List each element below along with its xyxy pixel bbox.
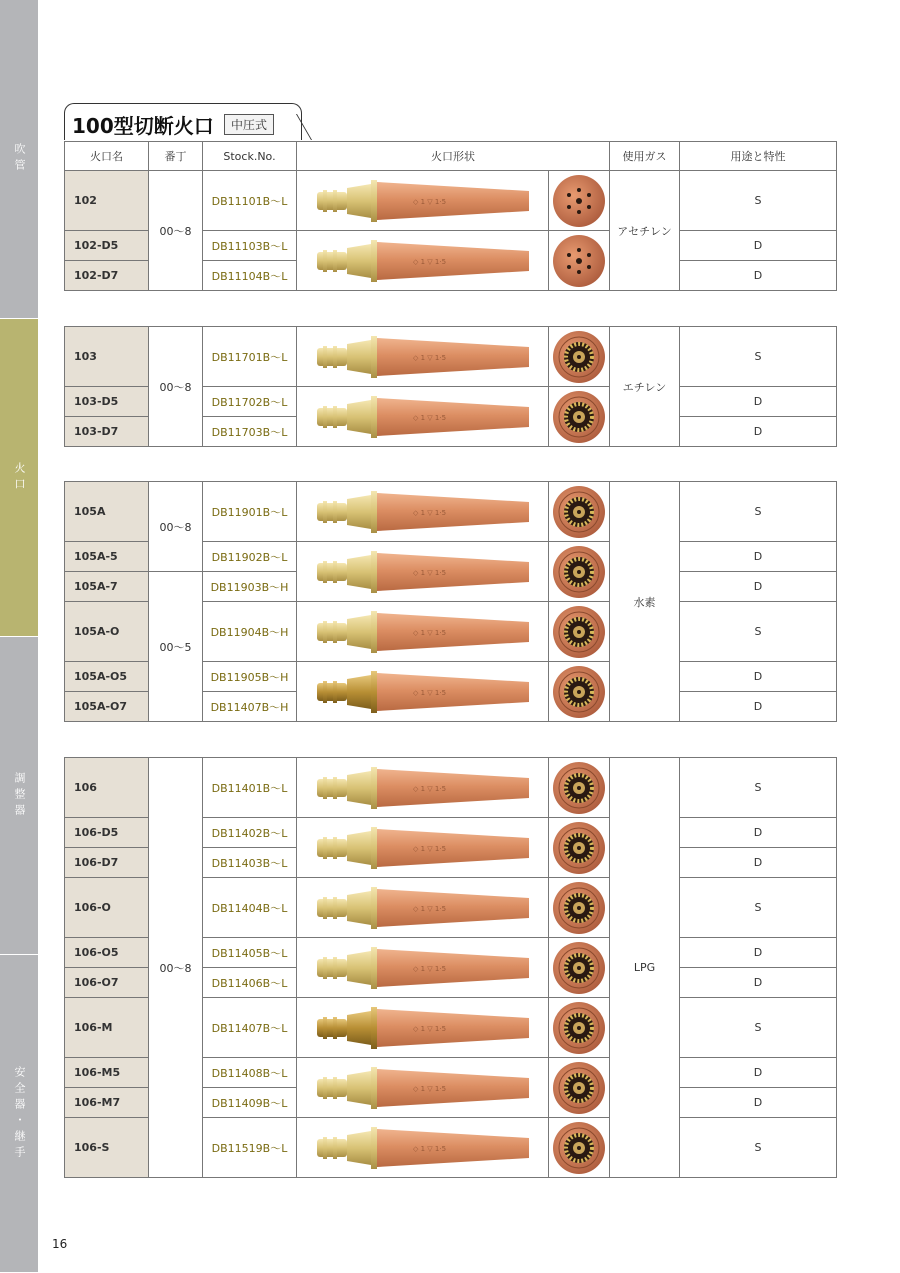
side-tab-label: 安全器・継手 [13, 1065, 26, 1162]
tip-face-image [549, 602, 610, 662]
tip-face-image [549, 818, 610, 878]
use-type: D [680, 662, 837, 692]
stock-number: DB11409B〜L [203, 1088, 297, 1118]
header-use: 用途と特性 [680, 142, 837, 171]
header-nozzle-shape: 火口形状 [297, 142, 610, 171]
nozzle-image [297, 171, 549, 231]
nozzle-image [297, 231, 549, 291]
nozzle-name: 106-S [65, 1118, 149, 1178]
tip-face-image [549, 938, 610, 998]
header-number: 番丁 [149, 142, 203, 171]
nozzle-name: 105A-O5 [65, 662, 149, 692]
page-number: 16 [52, 1237, 68, 1251]
nozzle-number: 00〜5 [149, 572, 203, 722]
stock-number: DB11101B〜L [203, 171, 297, 231]
stock-number: DB11902B〜L [203, 542, 297, 572]
nozzle-name: 102-D7 [65, 261, 149, 291]
nozzle-name: 103-D7 [65, 417, 149, 447]
use-type: S [680, 482, 837, 542]
use-type: D [680, 968, 837, 998]
use-type: D [680, 542, 837, 572]
gas-type: 水素 [610, 482, 680, 722]
nozzle-number: 00〜8 [149, 758, 203, 1178]
use-type: S [680, 171, 837, 231]
nozzle-name: 106-O [65, 878, 149, 938]
stock-number: DB11702B〜L [203, 387, 297, 417]
table-102-acetylene [64, 141, 837, 291]
gas-type: アセチレン [610, 171, 680, 291]
table-row [65, 482, 837, 542]
use-type: S [680, 602, 837, 662]
stock-number: DB11103B〜L [203, 231, 297, 261]
stock-number: DB11407B〜L [203, 998, 297, 1058]
tip-face-image [549, 878, 610, 938]
nozzle-name: 103 [65, 327, 149, 387]
nozzle-name: 106-M5 [65, 1058, 149, 1088]
nozzle-image [297, 878, 549, 938]
stock-number: DB11403B〜L [203, 848, 297, 878]
use-type: D [680, 387, 837, 417]
use-type: D [680, 231, 837, 261]
nozzle-image [297, 662, 549, 722]
nozzle-image [297, 1058, 549, 1118]
nozzle-image [297, 758, 549, 818]
nozzle-image [297, 327, 549, 387]
use-type: D [680, 938, 837, 968]
use-type: S [680, 327, 837, 387]
stock-number: DB11701B〜L [203, 327, 297, 387]
nozzle-name: 106-O7 [65, 968, 149, 998]
stock-number: DB11401B〜L [203, 758, 297, 818]
table-105a-hydrogen [64, 481, 837, 722]
nozzle-number: 00〜8 [149, 327, 203, 447]
tip-face-image [549, 171, 610, 231]
stock-number: DB11408B〜L [203, 1058, 297, 1088]
gas-type: エチレン [610, 327, 680, 447]
nozzle-name: 106-D5 [65, 818, 149, 848]
title-badge: 中圧式 [224, 114, 274, 135]
nozzle-name: 106-D7 [65, 848, 149, 878]
table-row [65, 327, 837, 387]
table-103-ethylene [64, 326, 837, 447]
tip-face-image [549, 758, 610, 818]
header-nozzle-name: 火口名 [65, 142, 149, 171]
nozzle-name: 105A-O7 [65, 692, 149, 722]
table-row [65, 758, 837, 818]
stock-number: DB11405B〜L [203, 938, 297, 968]
tip-face-image [549, 327, 610, 387]
use-type: D [680, 692, 837, 722]
stock-number: DB11407B〜H [203, 692, 297, 722]
use-type: S [680, 1118, 837, 1178]
nozzle-name: 103-D5 [65, 387, 149, 417]
side-tab-safety-fittings[interactable] [0, 955, 38, 1273]
nozzle-name: 105A [65, 482, 149, 542]
use-type: D [680, 417, 837, 447]
nozzle-name: 105A-O [65, 602, 149, 662]
nozzle-name: 105A-5 [65, 542, 149, 572]
stock-number: DB11703B〜L [203, 417, 297, 447]
nozzle-number: 00〜8 [149, 482, 203, 572]
stock-number: DB11402B〜L [203, 818, 297, 848]
tip-face-image [549, 998, 610, 1058]
use-type: S [680, 998, 837, 1058]
side-tab-label: 火口 [13, 461, 26, 494]
use-type: D [680, 572, 837, 602]
nozzle-name: 102 [65, 171, 149, 231]
tip-face-image [549, 1058, 610, 1118]
side-tab-label: 吹管 [13, 143, 26, 175]
nozzle-image [297, 482, 549, 542]
nozzle-name: 106-O5 [65, 938, 149, 968]
tip-face-image [549, 387, 610, 447]
side-tab-nozzle[interactable] [0, 319, 38, 637]
nozzle-number: 00〜8 [149, 171, 203, 291]
use-type: S [680, 878, 837, 938]
side-tab-regulator[interactable] [0, 637, 38, 955]
stock-number: DB11903B〜H [203, 572, 297, 602]
header-stock-no: Stock.No. [203, 142, 297, 171]
use-type: D [680, 1088, 837, 1118]
tip-face-image [549, 662, 610, 722]
nozzle-image [297, 938, 549, 998]
nozzle-image [297, 387, 549, 447]
stock-number: DB11904B〜H [203, 602, 297, 662]
stock-number: DB11901B〜L [203, 482, 297, 542]
stock-number: DB11104B〜L [203, 261, 297, 291]
use-type: D [680, 848, 837, 878]
side-tab-blowpipe[interactable] [0, 0, 38, 319]
tip-face-image [549, 542, 610, 602]
header-gas: 使用ガス [610, 142, 680, 171]
nozzle-image [297, 818, 549, 878]
tip-face-image [549, 1118, 610, 1178]
nozzle-name: 106-M [65, 998, 149, 1058]
tip-face-image [549, 482, 610, 542]
gas-type: LPG [610, 758, 680, 1178]
nozzle-name: 106 [65, 758, 149, 818]
side-tab-label: 調整器 [13, 771, 26, 820]
page-title: 100型切断火口 [72, 114, 214, 138]
nozzle-image [297, 602, 549, 662]
nozzle-name: 102-D5 [65, 231, 149, 261]
nozzle-name: 106-M7 [65, 1088, 149, 1118]
nozzle-image [297, 1118, 549, 1178]
stock-number: DB11406B〜L [203, 968, 297, 998]
nozzle-image [297, 542, 549, 602]
tip-face-image [549, 231, 610, 291]
use-type: S [680, 758, 837, 818]
use-type: D [680, 818, 837, 848]
nozzle-name: 105A-7 [65, 572, 149, 602]
table-106-lpg [64, 757, 837, 1178]
table-header-row [65, 142, 837, 171]
use-type: D [680, 261, 837, 291]
stock-number: DB11519B〜L [203, 1118, 297, 1178]
table-row [65, 171, 837, 231]
use-type: D [680, 1058, 837, 1088]
stock-number: DB11905B〜H [203, 662, 297, 692]
nozzle-image [297, 998, 549, 1058]
stock-number: DB11404B〜L [203, 878, 297, 938]
